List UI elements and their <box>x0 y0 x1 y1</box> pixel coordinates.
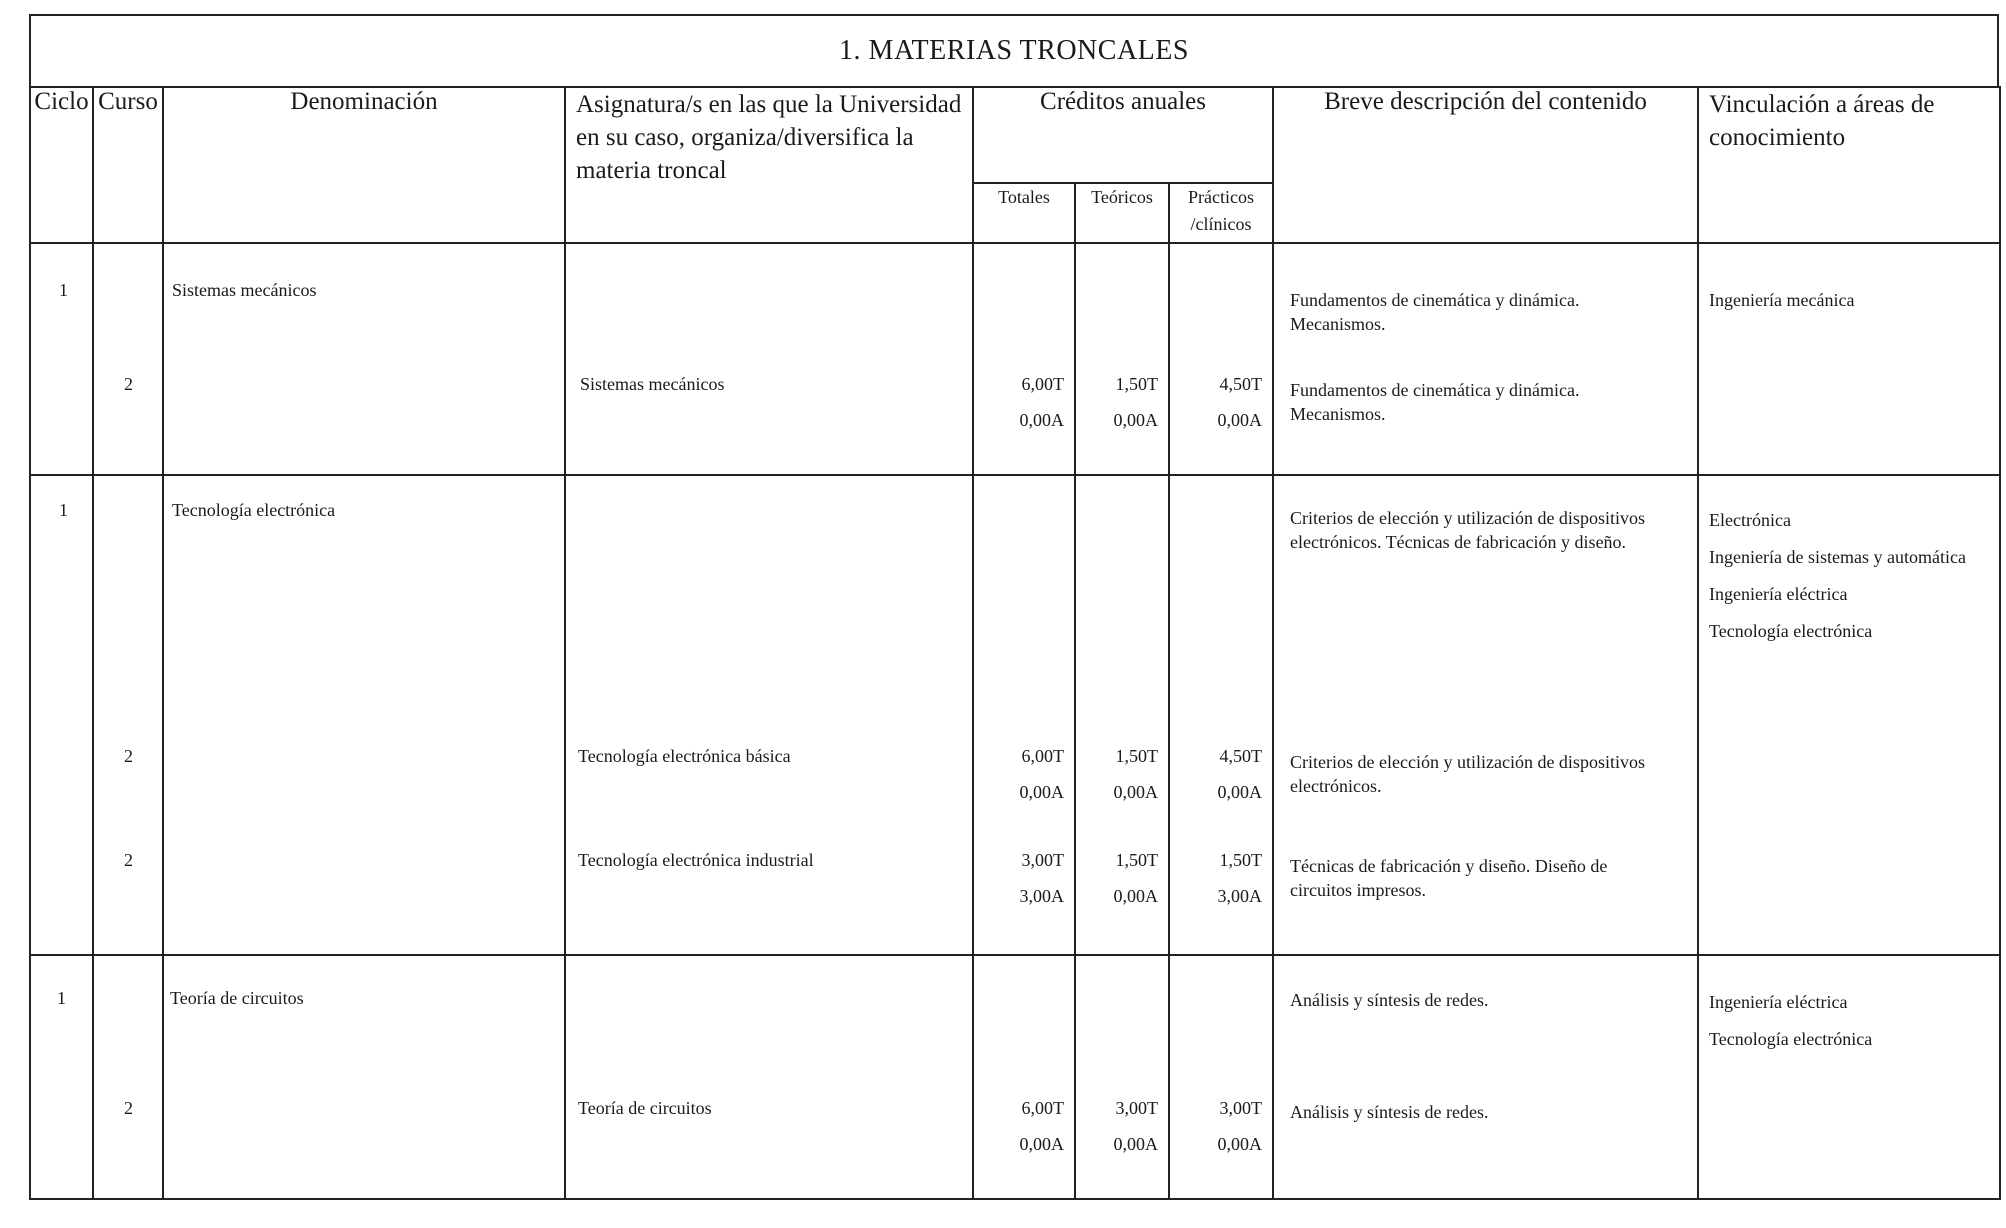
asignatura-value: Teoría de circuitos <box>578 1098 712 1118</box>
area-item: Ingeniería eléctrica <box>1709 992 1848 1012</box>
table-row <box>30 475 2000 955</box>
descripcion-materia: Criterios de elección y utilización de dispositivos electrónicos. Técnicas de fabricación y diseño. <box>1290 508 1645 552</box>
teoricos-a: 0,00A <box>1113 782 1158 802</box>
header-vinculacion: Vinculación a áreas de conocimiento <box>1698 87 2000 243</box>
asignatura-value: Sistemas mecánicos <box>580 374 725 394</box>
curso-value: 2 <box>124 746 133 766</box>
curso-value: 2 <box>124 850 133 870</box>
header-creditos: Créditos anuales <box>973 87 1273 183</box>
header-teoricos: Teóricos <box>1075 183 1169 243</box>
totales-t: 3,00T <box>1021 850 1064 870</box>
area-item: Electrónica <box>1709 510 1791 530</box>
document-page <box>29 14 2001 1220</box>
ciclo-value: 1 <box>59 500 68 520</box>
table-row <box>30 243 2000 475</box>
denominacion-value: Tecnología electrónica <box>172 500 336 520</box>
practicos-a: 0,00A <box>1217 410 1263 430</box>
areas-list <box>1709 508 1989 656</box>
ciclo-value: 1 <box>59 280 68 300</box>
areas-list <box>1709 990 1989 1064</box>
totales-t: 6,00T <box>1021 1098 1064 1118</box>
practicos-a: 0,00A <box>1217 1134 1263 1154</box>
descripcion-asignatura: Criterios de elección y utilización de dispositivos electrónicos. <box>1290 752 1645 796</box>
teoricos-t: 1,50T <box>1115 374 1158 394</box>
curso-value: 2 <box>124 374 133 394</box>
header-descripcion: Breve descripción del contenido <box>1273 87 1698 243</box>
descripcion-materia: Fundamentos de cinemática y dinámica. Mecanismos. <box>1290 290 1580 334</box>
asignatura-value: Tecnología electrónica industrial <box>578 850 814 870</box>
totales-t: 6,00T <box>1021 746 1064 766</box>
area-item: Ingeniería mecánica <box>1709 290 1855 310</box>
totales-a: 0,00A <box>1019 1134 1064 1154</box>
header-practicos: Prácticos /clínicos <box>1169 183 1273 243</box>
teoricos-t: 1,50T <box>1115 850 1158 870</box>
descripcion-materia: Análisis y síntesis de redes. <box>1290 990 1489 1010</box>
areas-list <box>1709 288 1989 325</box>
area-item: Ingeniería de sistemas y automática <box>1709 547 1966 567</box>
header-curso: Curso <box>93 87 163 243</box>
area-item: Tecnología electrónica <box>1709 621 1873 641</box>
practicos-t: 4,50T <box>1219 374 1263 394</box>
totales-a: 0,00A <box>1019 782 1064 802</box>
denominacion-value: Teoría de circuitos <box>170 988 304 1008</box>
teoricos-a: 0,00A <box>1113 1134 1158 1154</box>
header-asignaturas: Asignatura/s en las que la Universidad en su caso, organiza/diversifica la materia troncal <box>565 87 973 243</box>
area-item: Ingeniería eléctrica <box>1709 584 1848 604</box>
header-ciclo: Ciclo <box>30 87 93 243</box>
teoricos-a: 0,00A <box>1113 886 1158 906</box>
header-denominacion: Denominación <box>163 87 565 243</box>
header-totales: Totales <box>973 183 1075 243</box>
materias-table <box>29 86 2001 1200</box>
descripcion-asignatura: Análisis y síntesis de redes. <box>1290 1102 1489 1122</box>
descripcion-asignatura: Fundamentos de cinemática y dinámica. Mecanismos. <box>1290 380 1580 424</box>
practicos-a: 0,00A <box>1217 782 1263 802</box>
totales-a: 3,00A <box>1019 886 1064 906</box>
denominacion-value: Sistemas mecánicos <box>172 280 317 300</box>
descripcion-asignatura: Técnicas de fabricación y diseño. Diseño de circuitos impresos. <box>1290 856 1608 900</box>
ciclo-value: 1 <box>57 988 66 1008</box>
teoricos-t: 1,50T <box>1115 746 1158 766</box>
teoricos-t: 3,00T <box>1115 1098 1158 1118</box>
practicos-t: 1,50T <box>1219 850 1263 870</box>
table-title: 1. MATERIAS TRONCALES <box>29 14 1999 86</box>
totales-t: 6,00T <box>1021 374 1064 394</box>
area-item: Tecnología electrónica <box>1709 1029 1873 1049</box>
asignatura-value: Tecnología electrónica básica <box>578 746 791 766</box>
practicos-t: 4,50T <box>1219 746 1263 766</box>
table-row <box>30 955 2000 1199</box>
teoricos-a: 0,00A <box>1113 410 1158 430</box>
practicos-a: 3,00A <box>1217 886 1263 906</box>
practicos-t: 3,00T <box>1219 1098 1263 1118</box>
curso-value: 2 <box>124 1098 133 1118</box>
totales-a: 0,00A <box>1019 410 1064 430</box>
